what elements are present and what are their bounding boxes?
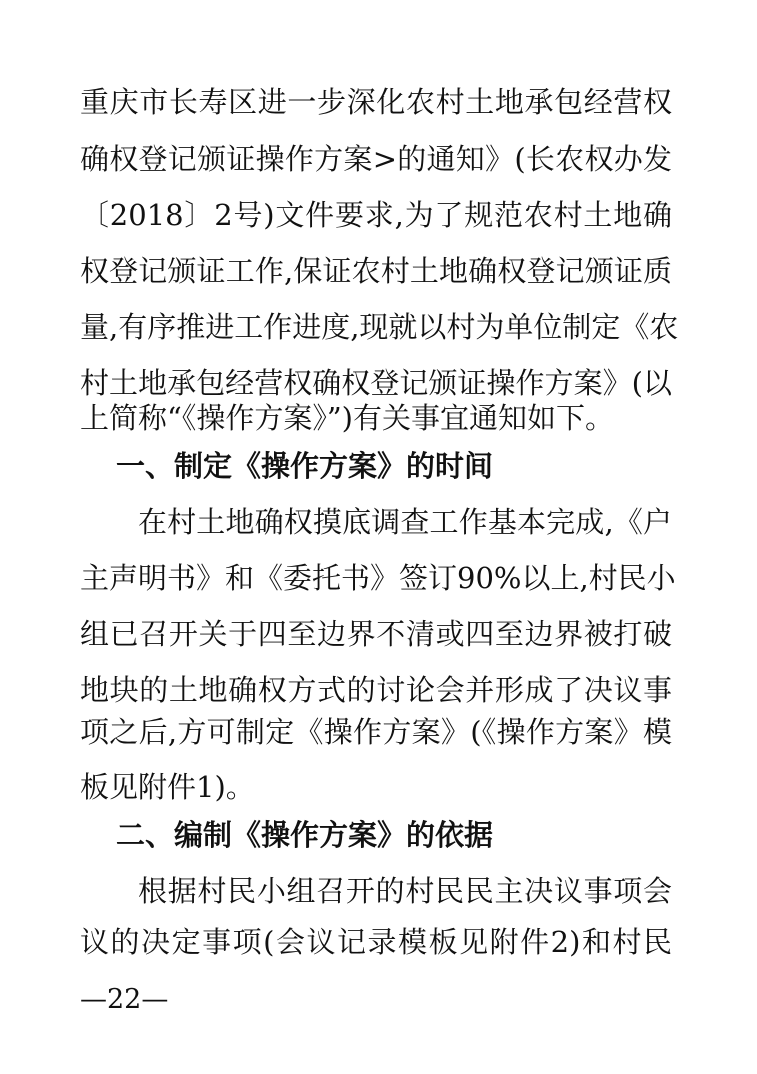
paragraph-line: 村土地承包经营权确权登记颁证操作方案》(以	[80, 366, 672, 400]
paragraph-line: 项之后,方可制定《操作方案》(《操作方案》模	[80, 715, 672, 749]
paragraph-line: 权登记颁证工作,保证农村土地确权登记颁证质	[80, 254, 672, 288]
paragraph-line: 根据村民小组召开的村民民主决议事项会	[138, 874, 672, 908]
paragraph-line: 确权登记颁证操作方案>的通知》(长农权办发	[80, 142, 672, 176]
paragraph-line: 主声明书》和《委托书》签订90%以上,村民小	[80, 561, 676, 595]
paragraph-line: 量,有序推进工作进度,现就以村为单位制定《农	[80, 310, 679, 344]
paragraph-line: 在村土地确权摸底调查工作基本完成,《户	[138, 505, 672, 539]
paragraph-line: 上简称“《操作方案》”)有关事宜通知如下。	[80, 401, 614, 435]
page-number: —22—	[80, 984, 169, 1015]
paragraph-line: 组已召开关于四至边界不清或四至边界被打破	[80, 617, 672, 651]
paragraph-line: 地块的土地确权方式的讨论会并形成了决议事	[80, 673, 672, 707]
section-heading: 一、制定《操作方案》的时间	[116, 449, 494, 483]
paragraph-line: 议的决定事项(会议记录模板见附件2)和村民	[80, 925, 672, 959]
paragraph-line: 重庆市长寿区进一步深化农村土地承包经营权	[80, 85, 672, 119]
section-heading: 二、编制《操作方案》的依据	[116, 818, 494, 852]
paragraph-line: 板见附件1)。	[80, 770, 255, 804]
paragraph-line: 〔2018〕2号)文件要求,为了规范农村土地确	[80, 198, 672, 232]
